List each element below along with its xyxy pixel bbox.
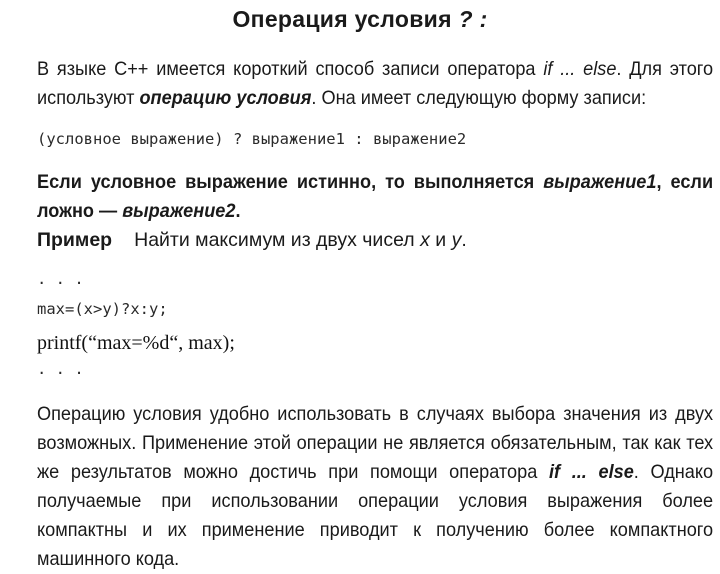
- intro-term: операцию условия: [139, 87, 312, 109]
- code-line: max=(x>y)?x:y;: [37, 300, 168, 318]
- intro-text-1: В языке С++ имеется короткий способ записи оператора: [37, 58, 544, 80]
- example-end: .: [461, 229, 467, 251]
- explanation-text-1: Если условное выражение истинно, то выполняется: [37, 171, 544, 193]
- example-var-x: x: [420, 229, 430, 251]
- explanation-text-2: , если ложно —: [37, 171, 714, 222]
- explanation-paragraph: [37, 168, 713, 226]
- title-suffix: ? :: [458, 6, 488, 32]
- explanation-expr1: выражение1: [543, 171, 657, 193]
- intro-if-else: if ... else: [543, 58, 617, 80]
- conclusion-paragraph: [37, 400, 713, 574]
- intro-text-3: . Она имеет следующую форму записи:: [311, 87, 647, 109]
- conclusion-text-1: Операцию условия удобно использовать в случаях выбора значения из двух возможных. Применение этой операции не является обязательным, так как тех же результатов можно достичь при помощи оператора: [37, 403, 714, 483]
- dots-top: . . .: [37, 270, 84, 288]
- conclusion-if-else: if ... else: [548, 461, 634, 483]
- example-var-y: y: [451, 229, 462, 251]
- example-text: Найти максимум из двух чисел: [134, 229, 421, 251]
- explanation-expr2: выражение2: [122, 200, 236, 222]
- printf-line: printf(“max=%d“, max);: [37, 332, 235, 354]
- page-title: [0, 6, 720, 33]
- title-text: Операция условия: [232, 6, 452, 32]
- syntax-line: (условное выражение) ? выражение1 : выражение2: [37, 130, 467, 148]
- example-label: Пример: [37, 229, 113, 251]
- example-and: и: [429, 229, 452, 251]
- intro-text-2: . Для этого используют: [37, 58, 714, 109]
- example-heading: [37, 226, 713, 255]
- dots-bottom: . . .: [37, 360, 84, 378]
- intro-paragraph: [37, 55, 713, 113]
- conclusion-text-2: . Однако получаемые при использовании операции условия выражения более компактны и их применение приводит к получению более компактного машинного кода.: [37, 461, 714, 570]
- explanation-text-3: .: [235, 200, 241, 222]
